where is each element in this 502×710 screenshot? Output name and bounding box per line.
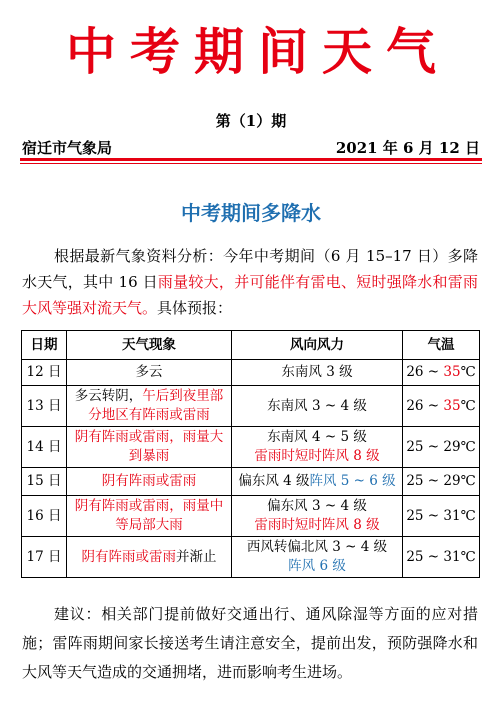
wind-text: 阵风 6 级	[288, 558, 346, 574]
temp-low: 25 ~	[406, 507, 444, 524]
forecast-temperature	[403, 496, 480, 537]
forecast-date: 15 日	[22, 468, 67, 496]
issue-date: 2021 年 6 月 12 日	[335, 139, 480, 157]
header-temperature: 气温	[403, 331, 480, 360]
temp-high: 31	[443, 548, 461, 565]
weather-text: 阴有阵雨或雷雨，雨量大到暴雨	[74, 429, 224, 464]
forecast-temperature	[403, 427, 480, 468]
temp-unit: ℃	[460, 438, 476, 455]
forecast-row	[22, 386, 480, 427]
temp-high: 31	[443, 507, 461, 524]
temp-unit: ℃	[460, 507, 476, 524]
forecast-row	[22, 468, 480, 496]
temp-unit: ℃	[460, 473, 476, 489]
wind-text: 东南风 3 ~ 4 级	[267, 397, 367, 414]
forecast-weather	[67, 360, 232, 386]
weather-text: 多云	[135, 364, 163, 380]
forecast-date: 14 日	[22, 427, 67, 468]
forecast-row	[22, 427, 480, 468]
header-weather: 天气现象	[67, 331, 232, 360]
forecast-wind	[232, 386, 403, 427]
weather-text: 并渐止	[176, 548, 217, 565]
weather-text: 阴有阵雨或雷雨	[81, 548, 176, 565]
meta-row	[22, 137, 480, 157]
forecast-wind	[232, 537, 403, 578]
temp-high: 35	[443, 397, 461, 414]
forecast-temperature	[403, 468, 480, 496]
wind-text: 偏东风 3 ~ 4 级	[267, 498, 367, 514]
weather-text: 阴有阵雨或雷雨	[101, 473, 197, 489]
forecast-wind	[232, 468, 403, 496]
wind-text: 阵风 5 ~ 6 级	[309, 473, 396, 489]
issue-number: 第（1）期	[215, 112, 287, 130]
intro-paragraph	[22, 243, 478, 321]
temp-unit: ℃	[460, 548, 476, 565]
forecast-temperature	[403, 386, 480, 427]
forecast-row	[22, 360, 480, 386]
forecast-temperature	[403, 537, 480, 578]
advice-paragraph: 建议：相关部门提前做好交通出行、通风除湿等方面的应对措施；雷阵雨期间家长接送考生请注意安全，提前出发，预防强降水和大风等天气造成的交通拥堵，进而影响考生进场。	[22, 605, 478, 681]
forecast-row	[22, 537, 480, 578]
intro-lead-text: 具体预报：	[157, 299, 233, 317]
forecast-date: 16 日	[22, 496, 67, 537]
weather-text: 午后到夜里部分地区有阵雨或雷雨	[88, 388, 224, 423]
forecast-weather	[67, 468, 232, 496]
forecast-wind	[232, 427, 403, 468]
header-divider-thick	[20, 158, 482, 161]
forecast-row	[22, 496, 480, 537]
forecast-table-header	[22, 331, 480, 360]
weather-text: 多云转阴，	[74, 388, 143, 404]
forecast-temperature	[403, 360, 480, 386]
headline: 中考期间多降水	[181, 201, 321, 225]
forecast-wind	[232, 360, 403, 386]
header-date: 日期	[22, 331, 67, 360]
wind-text: 西风转偏北风 3 ~ 4 级	[246, 539, 388, 555]
temp-low: 26 ~	[406, 364, 444, 380]
forecast-weather	[67, 537, 232, 578]
intro-text: 根据最新气象资料分析：今年中考期间（6 月 15–17 日）多降水天气，其中 16 日	[22, 247, 478, 291]
forecast-weather	[67, 496, 232, 537]
temp-unit: ℃	[460, 364, 476, 380]
temp-low: 25 ~	[406, 548, 444, 565]
header-wind: 风向风力	[232, 331, 403, 360]
forecast-weather	[67, 386, 232, 427]
temp-high: 35	[443, 364, 461, 380]
wind-text: 雷雨时短时阵风 8 级	[254, 517, 380, 533]
forecast-table-body	[22, 360, 480, 578]
issuing-bureau: 宿迁市气象局	[22, 139, 113, 157]
forecast-date: 13 日	[22, 386, 67, 427]
forecast-weather	[67, 427, 232, 468]
banner-title: 中考期间天气	[66, 22, 450, 81]
weather-text: 阴有阵雨或雷雨，雨量中等局部大雨	[74, 498, 224, 533]
temp-unit: ℃	[460, 397, 476, 414]
forecast-wind	[232, 496, 403, 537]
temp-low: 25 ~	[406, 473, 444, 489]
temp-high: 29	[443, 438, 461, 455]
forecast-table	[21, 330, 480, 578]
temp-low: 25 ~	[406, 438, 444, 455]
wind-text: 偏东风 4 级	[238, 473, 310, 489]
intro-warning-text: 雨量较大，并可能伴有雷电、短时强降水和雷雨大风等强对流天气。	[22, 273, 478, 317]
forecast-date: 12 日	[22, 360, 67, 386]
wind-text: 东南风 4 ~ 5 级	[267, 429, 367, 445]
wind-text: 东南风 3 级	[281, 364, 353, 380]
temp-high: 29	[443, 473, 461, 489]
header-divider-thin	[20, 163, 482, 164]
temp-low: 26 ~	[406, 397, 444, 414]
forecast-date: 17 日	[22, 537, 67, 578]
wind-text: 雷雨时短时阵风 8 级	[254, 448, 380, 464]
